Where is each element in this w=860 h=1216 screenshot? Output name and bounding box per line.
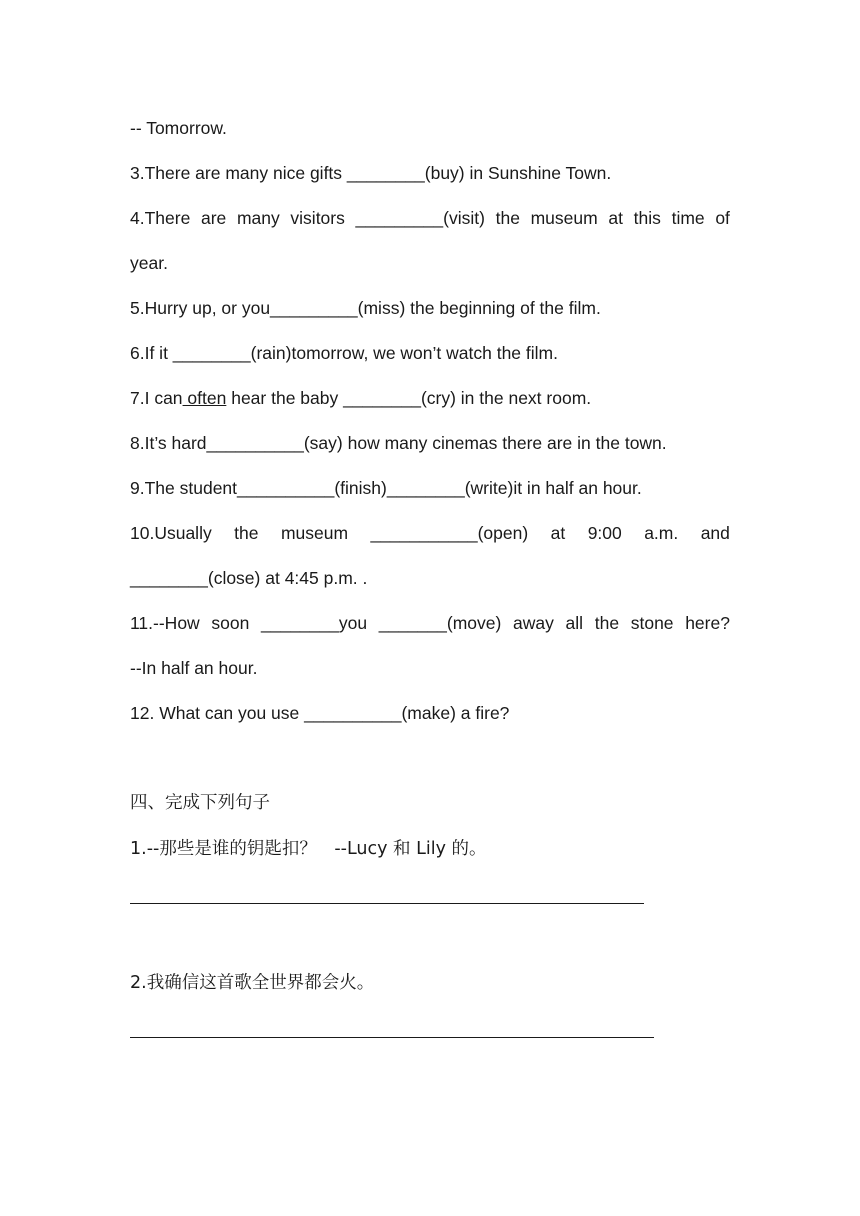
- q10-word: 9:00: [587, 523, 622, 543]
- q4-word: _________(visit): [355, 208, 485, 228]
- q4-word: this: [633, 208, 661, 228]
- q11-word: soon: [211, 613, 250, 633]
- q11-word: away: [513, 613, 554, 633]
- q4-word: are: [200, 208, 227, 228]
- q11-word: 11.--How: [130, 613, 200, 633]
- q4-word: museum: [530, 208, 598, 228]
- answer-blank-2[interactable]: [130, 1037, 654, 1038]
- question-12: 12. What can you use __________(make) a fire?: [130, 703, 510, 723]
- q7-before: 7.I can: [130, 388, 183, 408]
- question-10-line1: [130, 521, 730, 545]
- q11-word: here?: [685, 613, 730, 633]
- question-6: 6.If it ________(rain)tomorrow, we won’t watch the film.: [130, 343, 558, 363]
- q11-word: _______(move): [378, 613, 502, 633]
- q4-word: of: [715, 208, 730, 228]
- question-4-line1: [130, 206, 730, 230]
- question-11-line1: [130, 611, 730, 635]
- q11-word: stone: [630, 613, 674, 633]
- section-4-question-2: 2.我确信这首歌全世界都会火。: [130, 973, 375, 993]
- question-7: [130, 386, 730, 410]
- question-11-answer: --In half an hour.: [130, 658, 258, 678]
- question-3: 3.There are many nice gifts ________(buy) in Sunshine Town.: [130, 163, 612, 183]
- q7-after: hear the baby ________(cry) in the next room.: [226, 388, 592, 408]
- q4-word: at: [608, 208, 623, 228]
- question-10-line2: ________(close) at 4:45 p.m. .: [130, 568, 368, 588]
- question-5: 5.Hurry up, or you_________(miss) the beginning of the film.: [130, 298, 601, 318]
- q4-word: many: [236, 208, 280, 228]
- q4-word: the: [495, 208, 520, 228]
- section-4-title: 四、完成下列句子: [130, 793, 270, 813]
- q2-answer: -- Tomorrow.: [130, 118, 227, 138]
- question-9: 9.The student__________(finish)________(write)it in half an hour.: [130, 478, 642, 498]
- q10-word: at: [550, 523, 566, 543]
- question-4-line2: year.: [130, 253, 168, 273]
- q4-word: time: [671, 208, 705, 228]
- q10-word: museum: [280, 523, 349, 543]
- q11-word: the: [594, 613, 620, 633]
- question-8: 8.It’s hard__________(say) how many cinemas there are in the town.: [130, 433, 667, 453]
- q11-word: all: [565, 613, 584, 633]
- q10-word: ___________(open): [370, 523, 529, 543]
- answer-blank-1[interactable]: [130, 903, 644, 904]
- section-4-question-1: 1.--那些是谁的钥匙扣？ --Lucy 和 Lily 的。: [130, 839, 487, 859]
- q4-word: visitors: [290, 208, 345, 228]
- q7-underlined-word: often: [182, 388, 227, 408]
- q10-word: and: [700, 523, 730, 543]
- q10-word: 10.Usually: [130, 523, 212, 543]
- q11-word: ________you: [261, 613, 368, 633]
- q4-word: 4.There: [130, 208, 191, 228]
- q10-word: a.m.: [644, 523, 679, 543]
- q10-word: the: [234, 523, 259, 543]
